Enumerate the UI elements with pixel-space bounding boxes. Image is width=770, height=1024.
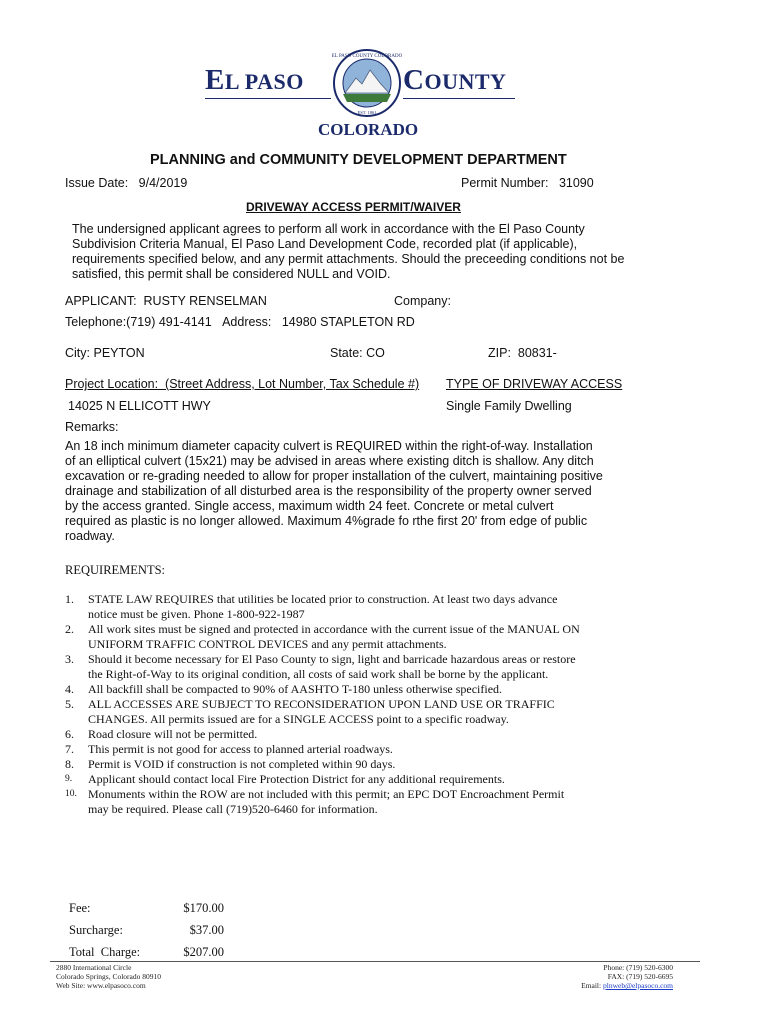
remarks-line: by the access granted. Single access, maximum width 24 feet. Concrete or metal culvert <box>65 499 554 513</box>
intro-line: The undersigned applicant agrees to perform all work in accordance with the El Paso County <box>72 222 585 236</box>
requirement-number: 10. <box>65 789 77 799</box>
requirement-item <box>65 652 665 682</box>
footer-divider <box>50 961 700 962</box>
requirement-number: 9. <box>65 774 73 784</box>
fee-label: Fee: <box>69 901 91 915</box>
requirement-item <box>65 742 665 757</box>
surcharge-amount: $37.00 <box>189 923 224 937</box>
requirement-number: 7. <box>65 742 74 756</box>
issue-date-label: Issue Date: <box>65 176 129 190</box>
footer-email-link[interactable]: plnweb@elpasoco.com <box>602 981 673 990</box>
surcharge-row <box>69 923 224 945</box>
requirement-number: 3. <box>65 652 74 666</box>
requirement-item <box>65 697 665 727</box>
driveway-type-value: Single Family Dwelling <box>446 399 572 413</box>
requirement-line: ALL ACCESSES ARE SUBJECT TO RECONSIDERATION UPON LAND USE OR TRAFFIC <box>88 697 555 711</box>
requirement-item <box>65 757 665 772</box>
requirement-item <box>65 787 665 817</box>
requirement-line: STATE LAW REQUIRES that utilities be located prior to construction. At least two days advance <box>88 592 558 606</box>
logo-letter: C <box>403 64 425 96</box>
logo-text-county <box>403 64 506 97</box>
requirement-line: Permit is VOID if construction is not completed within 90 days. <box>88 757 396 771</box>
remarks-line: roadway. <box>65 529 115 543</box>
remarks-paragraph <box>65 439 655 544</box>
fee-table <box>69 901 224 967</box>
zip-row <box>488 346 557 361</box>
address-value: 14980 STAPLETON RD <box>281 315 415 329</box>
requirement-line: All work sites must be signed and protected in accordance with the current issue of the MANUAL ON <box>88 622 580 636</box>
state-row <box>330 346 385 361</box>
permit-number-value: 31090 <box>558 176 594 190</box>
footer-phone: Phone: (719) 520-6300 <box>603 963 673 972</box>
total-amount: $207.00 <box>183 945 224 959</box>
applicant-row <box>65 294 267 309</box>
footer-email-label: Email: <box>581 981 602 990</box>
zip-value: 80831- <box>517 346 557 360</box>
fee-amount: $170.00 <box>183 901 224 915</box>
intro-paragraph <box>72 222 652 282</box>
permit-title: DRIVEWAY ACCESS PERMIT/WAIVER <box>246 200 461 214</box>
city-row <box>65 346 145 361</box>
requirement-line: This permit is not good for access to planned arterial roadways. <box>88 742 393 756</box>
logo-letter: E <box>205 64 225 96</box>
requirement-item <box>65 727 665 742</box>
footer-email <box>581 981 673 990</box>
requirement-line: Should it become necessary for El Paso County to sign, light and barricade hazardous areas or restore <box>88 652 576 666</box>
footer-fax: FAX: (719) 520-6695 <box>607 972 673 981</box>
requirement-line: Road closure will not be permitted. <box>88 727 258 741</box>
applicant-label: APPLICANT: <box>65 294 137 308</box>
requirement-line: CHANGES. All permits issued are for a SINGLE ACCESS point to a specific roadway. <box>88 712 509 726</box>
requirement-line: Applicant should contact local Fire Protection District for any additional requirements. <box>88 772 505 786</box>
remarks-line: of an elliptical culvert (15x21) may be advised in areas where existing ditch is shallow. Any ditch <box>65 454 594 468</box>
remarks-line: required as plastic is no longer allowed. Maximum 4%grade fo rthe first 20' from edge of public <box>65 514 588 528</box>
telephone-label: Telephone: <box>65 315 127 329</box>
requirement-item <box>65 772 665 787</box>
total-label: Total Charge: <box>69 945 141 959</box>
requirement-number: 6. <box>65 727 74 741</box>
requirement-number: 8. <box>65 757 74 771</box>
remarks-line: excavation or re-grading needed to allow for proper installation of the culvert, maintaining positive <box>65 469 603 483</box>
logo-letters: OUNTY <box>424 69 507 94</box>
seal-bottom-text: EST. 1861 <box>357 110 377 115</box>
address-label: Address: <box>222 315 272 329</box>
requirement-number: 4. <box>65 682 74 696</box>
city-value: PEYTON <box>93 346 145 360</box>
requirement-line: may be required. Please call (719)520-6460 for information. <box>88 802 378 816</box>
county-logo <box>205 48 525 143</box>
requirements-heading: REQUIREMENTS: <box>65 563 165 577</box>
state-value: CO <box>366 346 385 360</box>
applicant-name: RUSTY RENSELMAN <box>143 294 267 308</box>
requirement-number: 1. <box>65 592 74 606</box>
logo-underline-left <box>205 98 331 99</box>
department-title: PLANNING and COMMUNITY DEVELOPMENT DEPARTMENT <box>150 152 567 168</box>
logo-state: COLORADO <box>318 120 419 139</box>
requirement-number: 5. <box>65 697 74 711</box>
company-label: Company: <box>394 294 451 308</box>
footer-contact <box>581 963 673 990</box>
permit-number-label: Permit Number: <box>461 176 549 190</box>
permit-number <box>461 176 594 190</box>
requirement-item <box>65 622 665 652</box>
requirement-number: 2. <box>65 622 74 636</box>
footer-address-line: Colorado Springs, Colorado 80910 <box>56 972 161 981</box>
footer-address-line: 2880 International Circle <box>56 963 132 972</box>
footer-website: Web Site: www.elpasoco.com <box>56 981 146 990</box>
fee-row <box>69 901 224 923</box>
project-location-label: Project Location: (Street Address, Lot Number, Tax Schedule #) <box>65 377 420 391</box>
project-location-value: 14025 N ELLICOTT HWY <box>68 399 211 413</box>
requirement-line: the Right-of-Way to its original condition, all costs of said work shall be borne by the applicant. <box>88 667 549 681</box>
logo-underline-right <box>403 98 515 99</box>
state-label: State: <box>330 346 363 360</box>
requirement-line: All backfill shall be compacted to 90% of AASHTO T-180 unless otherwise specified. <box>88 682 503 696</box>
remarks-line: An 18 inch minimum diameter capacity culvert is REQUIRED within the right-of-way. Installation <box>65 439 593 453</box>
county-seal-icon <box>332 48 402 118</box>
requirement-line: notice must be given. Phone 1-800-922-1987 <box>88 607 305 621</box>
intro-line: satisfied, this permit shall be considered NULL and VOID. <box>72 267 391 281</box>
requirement-item <box>65 682 665 697</box>
logo-letters: L PASO <box>224 69 304 94</box>
driveway-type-label: TYPE OF DRIVEWAY ACCESS <box>446 377 623 391</box>
requirement-line: Monuments within the ROW are not included with this permit; an EPC DOT Encroachment Permit <box>88 787 565 801</box>
remarks-line: drainage and stabilization of all disturbed area is the responsibility of the property owner served <box>65 484 592 498</box>
issue-date-value: 9/4/2019 <box>138 176 188 190</box>
intro-line: Subdivision Criteria Manual, El Paso Land Development Code, recorded plat (if applicable), <box>72 237 578 251</box>
remarks-label: Remarks: <box>65 420 119 434</box>
logo-text-el-paso <box>205 64 304 97</box>
intro-line: requirements specified below, and any permit attachments. Should the preceeding conditions not be <box>72 252 625 266</box>
telephone-value: (719) 491-4141 <box>126 315 212 329</box>
telephone-row <box>65 315 415 330</box>
requirement-line: UNIFORM TRAFFIC CONTROL DEVICES and any permit attachments. <box>88 637 447 651</box>
seal-top-text: EL PASO COUNTY COLORADO <box>332 54 402 59</box>
requirement-item <box>65 592 665 622</box>
zip-label: ZIP: <box>488 346 511 360</box>
footer-address <box>56 963 161 990</box>
city-label: City: <box>65 346 90 360</box>
surcharge-label: Surcharge: <box>69 923 123 937</box>
issue-date <box>65 176 187 190</box>
requirements-list <box>65 592 665 817</box>
